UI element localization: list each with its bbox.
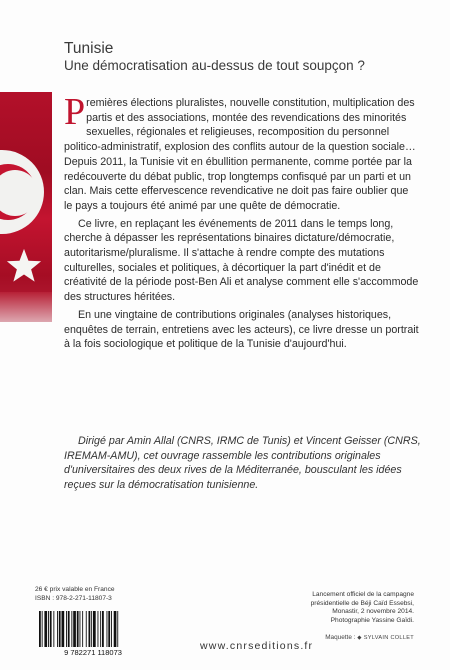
barcode-bar xyxy=(62,611,65,647)
barcode xyxy=(35,611,151,657)
barcode-bar xyxy=(50,611,52,647)
price-isbn-block xyxy=(35,585,115,603)
star-icon xyxy=(5,247,43,285)
barcode-bar xyxy=(59,611,61,647)
barcode-bar xyxy=(57,611,58,647)
barcode-bar xyxy=(66,611,67,647)
barcode-bar xyxy=(102,611,104,647)
barcode-bar xyxy=(82,611,83,647)
maquette-brand: SYLVAIN COLLET xyxy=(363,635,414,641)
editors-credit xyxy=(64,434,424,493)
book-title: Tunisie xyxy=(64,40,114,57)
barcode-bar xyxy=(117,611,118,647)
blurb-paragraph-1-text: remières élections pluralistes, nouvelle constitution, multiplication des partis et des associations, montée des revendications des minorités sexuelles, régionales et religieuses, recomposition du personnel politico-administratif, explosion des conflits autour de la question sociale… Depuis 2011, la Tunisie vit en ébullition permanente, comme portée par la redécouverte du débat public, trop longtemps confisqué par un parti et un clan. Mais cette effervescence revendicative ne doit pas faire oublier que le pays a toujours été animé par une quête de démocratie. xyxy=(64,97,416,212)
sylvain-collet-brand: ◆ SYLVAIN COLLET xyxy=(357,635,414,641)
barcode-bar xyxy=(48,611,49,647)
flag-blurred-bottom xyxy=(0,292,52,322)
barcode-bar xyxy=(107,611,108,647)
barcode-bar xyxy=(91,611,92,647)
photo-credit-line-1: Lancement officiel de la campagne xyxy=(312,591,414,598)
blurb-text xyxy=(64,91,419,355)
photo-credit xyxy=(244,591,414,625)
barcode-bar xyxy=(71,611,72,647)
barcode-bar xyxy=(80,611,81,647)
publisher-website[interactable]: www.cnrseditions.fr xyxy=(200,640,314,652)
barcode-bar xyxy=(53,611,54,647)
barcode-bar xyxy=(108,611,110,647)
blurb-paragraph-3: En une vingtaine de contributions originales (analyses historiques, enquêtes de terrain, entretiens avec les acteurs), ce livre dresse un portrait à la fois sociologique et politique de la Tunisie d'aujourd'hui. xyxy=(64,308,419,351)
barcode-number: 9 782271 118073 xyxy=(64,648,122,657)
photo-credit-line-3: Monastir, 2 novembre 2014. xyxy=(332,608,414,616)
tunisian-flag-image xyxy=(0,92,52,322)
barcode-bar xyxy=(100,611,101,647)
barcode-bar xyxy=(44,611,47,647)
barcode-bar xyxy=(89,611,91,647)
photo-credit-line-4: Photographie Yassine Gaïdi. xyxy=(330,616,414,624)
price-label: 26 € prix valable en France xyxy=(35,586,115,593)
maquette-label: Maquette : xyxy=(325,634,356,641)
layout-credit xyxy=(325,634,414,641)
editors-credit-text: Dirigé par Amin Allal (CNRS, IRMC de Tunis) et Vincent Geisser (CNRS, IREMAM-AMU), cet ouvrage rassemble les contributions originales d'universitaires des deux rives de la Méditerranée, bousculant les idées reçues sur la démocratisation tunisienne. xyxy=(64,435,421,492)
isbn-label: ISBN : 978-2-271-11807-3 xyxy=(35,595,112,602)
barcode-bar xyxy=(98,611,99,647)
barcode-bar xyxy=(68,611,70,647)
photo-credit-line-2: présidentielle de Béji Caïd Essebsi, xyxy=(310,599,414,607)
barcode-bar xyxy=(73,611,76,647)
barcode-bar xyxy=(77,611,79,647)
blurb-paragraph-1 xyxy=(64,91,419,214)
barcode-bar xyxy=(111,611,112,647)
barcode-bar xyxy=(114,611,117,647)
barcode-bar xyxy=(42,611,43,647)
book-subtitle: Une démocratisation au-dessus de tout soupçon ? xyxy=(64,58,365,73)
barcode-bar xyxy=(86,611,87,647)
barcode-bar xyxy=(93,611,96,647)
barcode-bar xyxy=(39,611,41,647)
drop-cap-letter: P xyxy=(64,91,86,133)
blurb-paragraph-2: Ce livre, en replaçant les événements de 2011 dans le temps long, cherche à dépasser les représentations binaires dictature/démocratie, autoritarisme/pluralisme. Il s'attache à rendre compte des mutations culturelles, sociales et politiques, à décortiquer la part d'inédit et de créativité de la période post-Ben Ali et analyse comment elle s'accommode des structures héritées. xyxy=(64,217,419,304)
